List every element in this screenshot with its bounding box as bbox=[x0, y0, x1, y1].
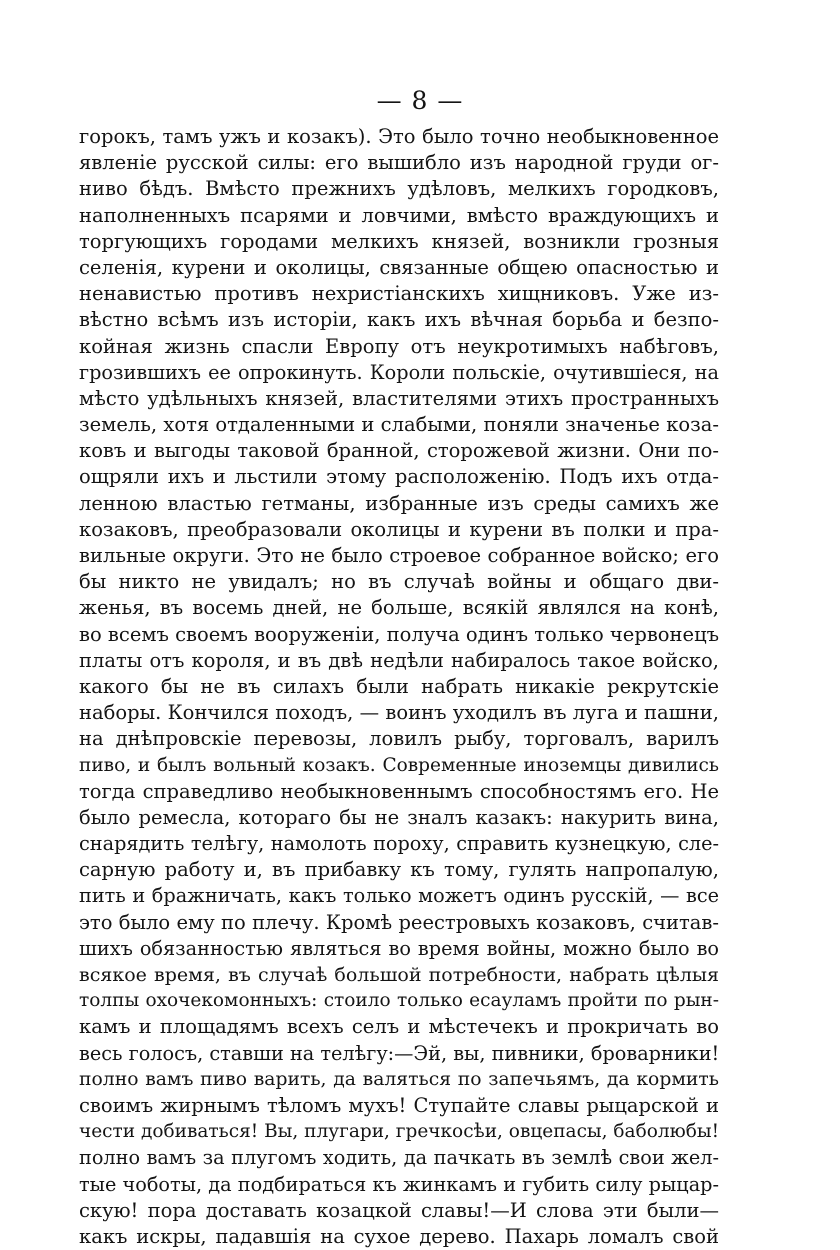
text-line: ниво бѣдъ. Вмѣсто прежнихъ удѣловъ, мелкихъ городковъ, bbox=[79, 177, 719, 201]
text-line: своимъ жирнымъ тѣломъ мухъ! Ступайте славы рыцарской и bbox=[79, 1093, 719, 1117]
text-line: койная жизнь спасли Европу отъ неукротимыхъ набѣговъ, bbox=[79, 334, 719, 358]
text-line: мѣсто удѣльныхъ князей, властителями этихъ пространныхъ bbox=[79, 386, 719, 410]
text-line: полно вамъ пиво варить, да валяться по запечьямъ, да кормить bbox=[79, 1068, 719, 1090]
text-line: женья, въ восемь дней, не больше, всякій являлся на конѣ, bbox=[79, 596, 719, 620]
text-line: селенія, курени и околицы, связанные общею опасностью и bbox=[79, 255, 719, 279]
text-line: ленною властью гетманы, избранные изъ среды самихъ же bbox=[79, 491, 719, 515]
text-line: земель, хотя отдаленными и слабыми, поняли значенье коза- bbox=[79, 413, 719, 437]
text-line: во всемъ своемъ вооруженіи, получа одинъ только червонецъ bbox=[79, 622, 719, 646]
text-line: бы никто не увидалъ; но въ случаѣ войны и общаго дви- bbox=[79, 570, 719, 594]
text-line: на днѣпровскіе перевозы, ловилъ рыбу, торговалъ, варилъ bbox=[79, 727, 719, 751]
text-line: какого бы не въ силахъ были набрать никакіе рекрутскіе bbox=[79, 674, 719, 698]
text-line: пить и бражничать, какъ только можетъ одинъ русскій, — все bbox=[79, 884, 719, 908]
text-line: ощряли ихъ и льстили этому расположенію. Подъ ихъ отда- bbox=[79, 465, 719, 489]
text-line: шихъ обязанностью являться во время войны, можно было во bbox=[79, 936, 719, 960]
text-line: наборы. Кончился походъ, — воинъ уходилъ въ луга и пашни, bbox=[79, 701, 719, 725]
text-line: чести добиваться! Вы, плугари, гречкосѣи, овцепасы, баболюбы! bbox=[79, 1121, 719, 1143]
text-line: грозившихъ ее опрокинуть. Короли польскіе, очутившіеся, на bbox=[79, 360, 719, 384]
text-line: вѣстно всѣмъ изъ исторіи, какъ ихъ вѣчная борьба и безпо- bbox=[79, 308, 719, 332]
text-line: наполненныхъ псарями и ловчими, вмѣсто враждующихъ и bbox=[79, 203, 719, 227]
text-line: тогда справедливо необыкновеннымъ способностямъ его. Не bbox=[79, 779, 719, 803]
text-line: вильные округи. Это не было строевое собранное войско; его bbox=[79, 544, 719, 567]
text-line: толпы охочекомонныхъ: стоило только есауламъ пройти по рын- bbox=[79, 990, 719, 1012]
text-line: всякое время, въ случаѣ большой потребности, набрать цѣлыя bbox=[79, 964, 719, 986]
text-line: весь голосъ, ставши на телѣгу:—Эй, вы, пивники, броварники! bbox=[79, 1041, 719, 1065]
text-line: скую! пора доставать козацкой славы!—И слова эти были— bbox=[79, 1198, 719, 1222]
body-text bbox=[79, 124, 719, 1250]
text-line: сарную работу и, въ прибавку къ тому, гулять напропалую, bbox=[79, 858, 719, 882]
text-line: горокъ, тамъ ужъ и козакъ). Это было точно необыкновенное bbox=[79, 125, 719, 148]
text-line: это было ему по плечу. Кромѣ реестровыхъ козаковъ, считав- bbox=[79, 910, 719, 934]
text-line: торгующихъ городами мелкихъ князей, возникли грозныя bbox=[79, 229, 719, 253]
page-number: — 8 — bbox=[376, 86, 464, 115]
text-line: снарядить телѣгу, намолоть пороху, справить кузнецкую, сле- bbox=[79, 832, 719, 856]
text-line: платы отъ короля, и въ двѣ недѣли набиралось такое войско, bbox=[79, 648, 719, 672]
text-line: ковъ и выгоды таковой бранной, сторожевой жизни. Они по- bbox=[79, 439, 719, 463]
text-line: камъ и площадямъ всехъ селъ и мѣстечекъ и прокричать во bbox=[79, 1015, 719, 1039]
text-line: полно вамъ за плугомъ ходить, да пачкать въ землѣ свои жел- bbox=[79, 1146, 719, 1170]
text-line: ненавистью противъ нехристіанскихъ хищниковъ. Уже из- bbox=[79, 282, 719, 306]
text-line: пиво, и былъ вольный козакъ. Современные иноземцы дивились bbox=[79, 754, 719, 776]
text-line: какъ искры, падавшія на сухое дерево. Пахарь ломалъ свой bbox=[79, 1224, 719, 1248]
text-line: козаковъ, преобразовали околицы и курени въ полки и пра- bbox=[79, 517, 719, 541]
text-line: явленіе русской силы: его вышибло изъ народной груди ог- bbox=[79, 151, 719, 175]
text-line: тые чоботы, да подбираться къ жинкамъ и губить силу рыцар- bbox=[79, 1172, 719, 1196]
text-line: было ремесла, котораго бы не зналъ казакъ: накурить вина, bbox=[79, 805, 719, 829]
